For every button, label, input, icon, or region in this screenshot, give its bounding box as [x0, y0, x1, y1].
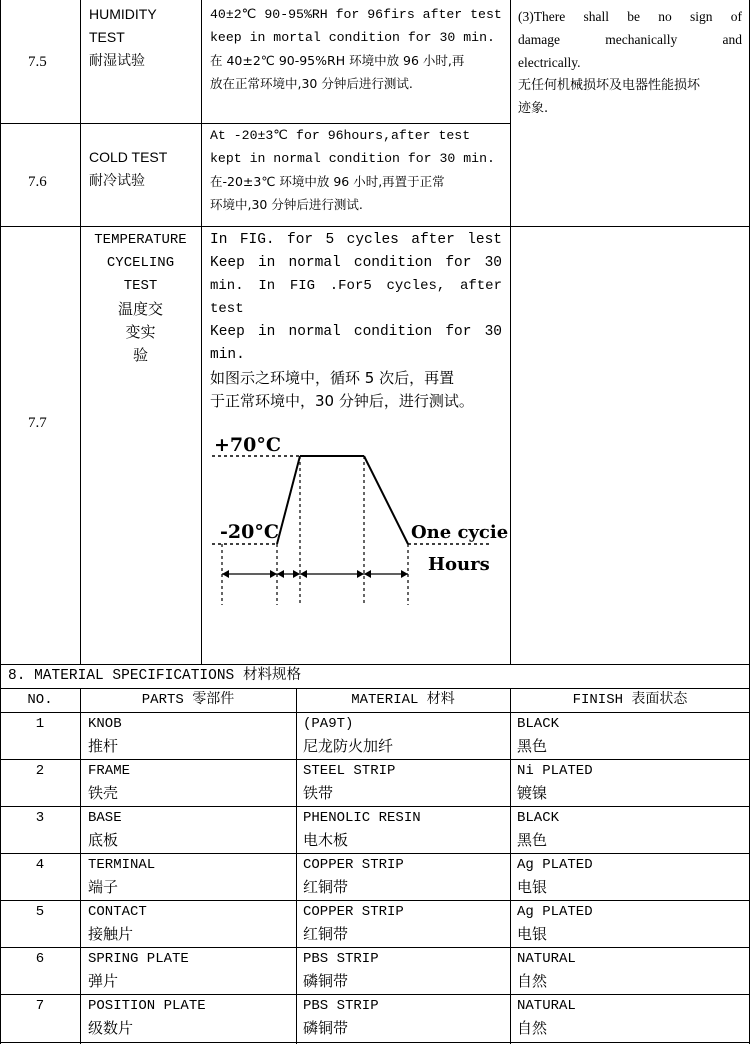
- row-divider: [0, 853, 750, 854]
- row-number: 4: [35, 857, 45, 873]
- condition-line: keep in mortal condition for 30 min.: [210, 30, 495, 45]
- material-cell-en: PBS STRIP: [303, 951, 379, 967]
- test-name-line: TEST: [89, 29, 125, 45]
- material-cell-en: PHENOLIC RESIN: [303, 810, 421, 826]
- cycle-label: One cycie: [411, 522, 509, 543]
- row-number: 1: [35, 716, 45, 732]
- section-title: 8. MATERIAL SPECIFICATIONS 材料规格: [8, 668, 301, 684]
- material-cell-en: (PA9T): [303, 716, 354, 732]
- row-divider: [0, 947, 750, 948]
- finish-cell-cn: 黑色: [517, 831, 548, 849]
- test-name-line: 耐湿试验: [89, 52, 145, 68]
- ramp-down-line: [364, 456, 408, 544]
- finish-cell-cn: 黑色: [517, 737, 548, 755]
- material-cell-en: COPPER STRIP: [303, 904, 404, 920]
- material-cell-cn: 铁带: [303, 784, 334, 802]
- finish-cell-en: BLACK: [517, 810, 560, 826]
- part-cell-cn: 底板: [88, 831, 119, 849]
- condition-line: 放在正常环境中,30 分钟后进行测试.: [210, 76, 413, 91]
- part-cell-cn: 铁壳: [88, 784, 119, 802]
- test-number: 7.5: [28, 54, 47, 70]
- row-number: 5: [35, 904, 45, 920]
- finish-cell-cn: 电银: [517, 925, 548, 943]
- header-parts: PARTS 零部件: [141, 692, 235, 708]
- part-cell-en: SPRING PLATE: [88, 951, 189, 967]
- part-cell-en: BASE: [88, 810, 122, 826]
- finish-cell-en: Ag PLATED: [517, 857, 593, 873]
- condition-line: min. In FIG .For5 cycles, after test: [210, 278, 502, 317]
- part-cell-en: POSITION PLATE: [88, 998, 206, 1014]
- part-cell-cn: 级数片: [88, 1019, 134, 1037]
- row-divider: [0, 712, 750, 713]
- finish-cell-en: Ag PLATED: [517, 904, 593, 920]
- condition-line: In FIG. for 5 cycles after lest: [210, 232, 502, 248]
- finish-cell-cn: 电银: [517, 878, 548, 896]
- test-name-line: 验: [132, 346, 148, 364]
- condition-line: Keep in normal condition for 30: [210, 255, 502, 271]
- requirement-line: 迹象.: [518, 101, 549, 116]
- material-cell-en: PBS STRIP: [303, 998, 379, 1014]
- part-cell-en: CONTACT: [88, 904, 147, 920]
- finish-cell-cn: 自然: [517, 972, 548, 990]
- high-temp-label: +70°C: [214, 434, 281, 456]
- col-divider: [510, 688, 511, 1044]
- condition-line: 环境中,30 分钟后进行测试.: [210, 197, 363, 212]
- col-divider: [80, 688, 81, 1044]
- part-cell-cn: 端子: [88, 878, 119, 896]
- finish-cell-en: NATURAL: [517, 998, 576, 1014]
- requirement-line: damage mechanically and: [518, 32, 742, 47]
- finish-cell-cn: 镀镍: [517, 784, 548, 802]
- finish-cell-en: NATURAL: [517, 951, 576, 967]
- row-number: 7: [35, 998, 45, 1014]
- material-cell-cn: 尼龙防火加纤: [303, 737, 394, 755]
- requirement-line: 无任何机械损坏及电器性能损坏: [518, 78, 701, 93]
- header-material: MATERIAL 材料: [351, 692, 455, 708]
- row-number: 2: [35, 763, 45, 779]
- condition-line: 40±2℃ 90-95%RH for 96firs after test: [210, 7, 502, 22]
- material-cell-en: STEEL STRIP: [303, 763, 396, 779]
- part-cell-en: KNOB: [88, 716, 122, 732]
- test-name-line: 温度交: [117, 300, 163, 318]
- requirement-line: electrically.: [518, 55, 581, 70]
- row-number: 6: [35, 951, 45, 967]
- ramp-up-line: [277, 456, 300, 544]
- condition-line: min.: [210, 347, 245, 363]
- finish-cell-en: BLACK: [517, 716, 560, 732]
- test-name-line: TEMPERATURE: [94, 232, 187, 248]
- row-divider: [0, 900, 750, 901]
- test-name-line: TEST: [123, 278, 158, 294]
- hours-label: Hours: [428, 554, 490, 575]
- low-temp-label: -20°C: [220, 521, 279, 543]
- part-cell-en: FRAME: [88, 763, 131, 779]
- row-divider: [0, 994, 750, 995]
- row-divider: [0, 688, 750, 689]
- row-divider: [0, 759, 750, 760]
- row-divider: [0, 1042, 750, 1043]
- test-name-line: 变实: [125, 323, 156, 341]
- row-divider: [0, 806, 750, 807]
- condition-line: kept in normal condition for 30 min.: [210, 151, 495, 166]
- condition-line: Keep in normal condition for 30: [210, 324, 502, 340]
- material-cell-cn: 磷铜带: [303, 972, 349, 990]
- test-name-line: 耐冷试验: [89, 172, 145, 188]
- test-name-line: HUMIDITY: [89, 6, 157, 22]
- condition-line: 于正常环境中，30 分钟后，进行测试。: [210, 392, 474, 410]
- material-cell-en: COPPER STRIP: [303, 857, 404, 873]
- material-cell-cn: 红铜带: [303, 925, 349, 943]
- part-cell-cn: 推杆: [88, 737, 119, 755]
- finish-cell-cn: 自然: [517, 1019, 548, 1037]
- condition-line: At -20±3℃ for 96hours,after test: [210, 128, 471, 143]
- material-cell-cn: 电木板: [303, 831, 349, 849]
- part-cell-cn: 弹片: [88, 972, 119, 990]
- finish-cell-en: Ni PLATED: [517, 763, 593, 779]
- condition-line: 如图示之环境中，循环 5 次后，再置: [210, 369, 455, 387]
- row-number: 3: [35, 810, 45, 826]
- condition-line: 在 40±2℃ 90-95%RH 环境中放 96 小时,再: [210, 53, 465, 68]
- test-name-line: CYCELING: [106, 255, 175, 271]
- test-name-line: COLD TEST: [89, 149, 168, 165]
- header-finish: FINISH 表面状态: [572, 692, 688, 708]
- requirement-line: (3)There shall be no sign of: [518, 9, 742, 24]
- material-cell-cn: 磷铜带: [303, 1019, 349, 1037]
- material-cell-cn: 红铜带: [303, 878, 349, 896]
- test-number: 7.6: [28, 174, 47, 190]
- part-cell-cn: 接触片: [88, 925, 134, 943]
- condition-line: 在-20±3℃ 环境中放 96 小时,再置于正常: [210, 174, 445, 189]
- test-number: 7.7: [28, 415, 47, 431]
- header-no: NO.: [27, 692, 53, 708]
- col-divider: [296, 688, 297, 1044]
- part-cell-en: TERMINAL: [88, 857, 156, 873]
